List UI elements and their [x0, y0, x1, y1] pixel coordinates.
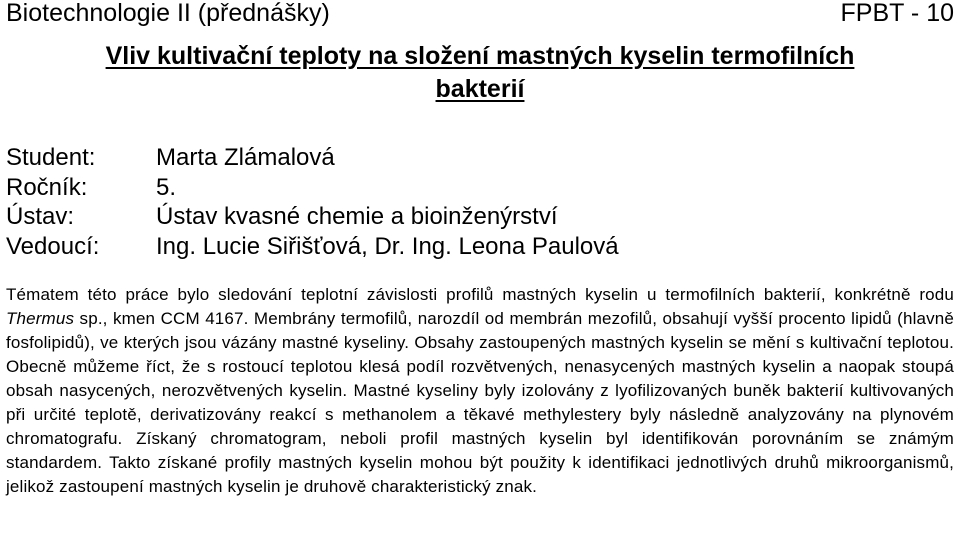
institute-label: Ústav: [6, 203, 75, 230]
abstract-text-part2: sp., kmen CCM 4167. Membrány termofilů, narozdíl od membrán mezofilů, obsahují vyšší procento lipidů (hlavně fosfolipidů), ve kterých jsou vázány mastné kyseliny. Obsahy zastoupených mastných kyselin se mění s kultivační teplotou. Obecně můžeme říct, že s rostoucí teplotou klesá podíl rozvětvených, nenasycených mastných kyselin a naopak stoupá obsah nasycených, nerozvětvených kyselin. Mastné kyseliny byly izolovány z lyofilizovaných buněk bakterií kultivovaných při určité teplotě, derivatizovány reakcí s methanolem a těkavé methylestery byly následně analyzovány na plynovém chromatografu. Získaný chromatogram, neboli profil mastných kyselin byl identifikován porovnáním se známým standardem. Takto získané profily mastných kyselin mohou být použity k identifikaci jednotlivých druhů mikroorganismů, jelikož zastoupení mastných kyselin je druhově charakteristický znak. [6, 309, 954, 496]
info-row-year [6, 173, 619, 203]
thesis-title-line2: bakterií [435, 75, 525, 103]
abstract-text-part1: Tématem této práce bylo sledování teplotní závislosti profilů mastných kyselin u termofilních bakterií, konkrétně rodu [6, 285, 954, 304]
info-row-supervisor [6, 232, 619, 262]
thesis-title [0, 40, 960, 106]
info-row-institute [6, 202, 619, 232]
supervisor-value: Ing. Lucie Siřišťová, Dr. Ing. Leona Paulová [156, 232, 619, 260]
thesis-title-line1: Vliv kultivační teploty na složení mastných kyselin termofilních [105, 42, 855, 70]
thesis-info [6, 143, 619, 261]
abstract-paragraph [6, 283, 954, 499]
student-value: Marta Zlámalová [156, 144, 335, 171]
faculty-code: FPBT - 10 [840, 0, 954, 27]
info-row-student [6, 143, 619, 173]
year-label: Ročník: [6, 173, 88, 201]
institute-value: Ústav kvasné chemie a bioinženýrství [156, 203, 558, 230]
abstract [6, 283, 954, 499]
supervisor-label: Vedoucí: [6, 232, 100, 260]
year-value: 5. [156, 173, 177, 201]
abstract-genus: Thermus [6, 309, 75, 328]
student-label: Student: [6, 144, 96, 171]
course-title: Biotechnologie II (přednášky) [6, 0, 330, 27]
page-header [6, 0, 954, 30]
